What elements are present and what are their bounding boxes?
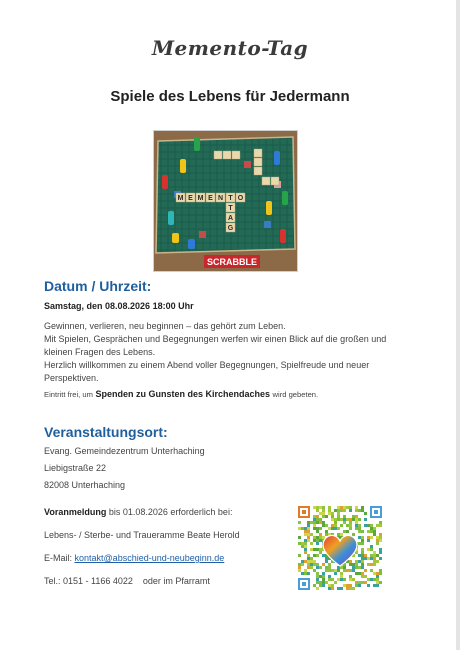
venue-name: Evang. Gemeindezentrum Unterhaching (44, 446, 205, 456)
venue-city: 82008 Unterhaching (44, 480, 126, 490)
registration-deadline: bis 01.08.2026 erforderlich bei: (108, 507, 233, 517)
scrabble-label: SCRABBLE (206, 257, 258, 267)
registration-line (44, 506, 232, 519)
phone-line: Tel.: 0151 - 1166 4022 oder im Pfarramt (44, 576, 210, 586)
qr-code[interactable] (298, 506, 382, 590)
word-down (226, 203, 235, 232)
venue-street: Liebigstraße 22 (44, 463, 107, 473)
registration-label: Voranmeldung (44, 507, 107, 517)
email-line (44, 552, 224, 565)
tile-letter: T (228, 205, 233, 213)
tile-letter: E (188, 195, 193, 203)
free-entry-suffix: wird gebeten. (272, 390, 319, 399)
tile-letter: G (227, 225, 234, 233)
page-subtitle: Spiele des Lebens für Jedermann (110, 88, 350, 105)
datum-line: Samstag, den 08.08.2026 18:00 Uhr (44, 301, 194, 311)
email-label: E-Mail: (44, 553, 73, 563)
tile-letter: M (197, 195, 204, 203)
email-link[interactable]: kontakt@abschied-und-neubeginn.de (74, 553, 225, 563)
free-entry-line (44, 388, 318, 401)
paragraph-3-line-1: Herzlich willkommen zu einem Abend voller Begegnungen, Spielfreude und neuer (44, 360, 370, 370)
word-across (176, 193, 245, 202)
paragraph-3-line-2: Perspektiven. (44, 373, 99, 383)
tile-letter: N (217, 195, 224, 203)
scrabble-photo (153, 130, 298, 272)
paragraph-2-line-1: Mit Spielen, Gesprächen und Begegnungen werfen wir einen Blick auf die großen und (44, 334, 387, 344)
tile-letter: E (208, 195, 213, 203)
tile-letter: O (237, 195, 244, 203)
tile-letter: M (177, 195, 184, 203)
scrabble-board-image (154, 131, 297, 271)
qr-code-image (298, 506, 382, 590)
free-entry-prefix: Eintritt frei, um (44, 390, 93, 399)
tile-letter: A (227, 215, 234, 223)
tile-letter: T (228, 195, 233, 203)
datum-heading: Datum / Uhrzeit: (44, 278, 152, 294)
page-title: Memento-Tag (151, 36, 309, 60)
paragraph-2-line-2: kleinen Fragen des Lebens. (44, 347, 156, 357)
contact-person: Lebens- / Sterbe- und Traueramme Beate Herold (44, 530, 240, 540)
free-entry-bold: Spenden zu Gunsten des Kirchendaches (95, 389, 271, 399)
ort-heading: Veranstaltungsort: (44, 424, 168, 440)
paragraph-1: Gewinnen, verlieren, neu beginnen – das gehört zum Leben. (44, 321, 286, 331)
